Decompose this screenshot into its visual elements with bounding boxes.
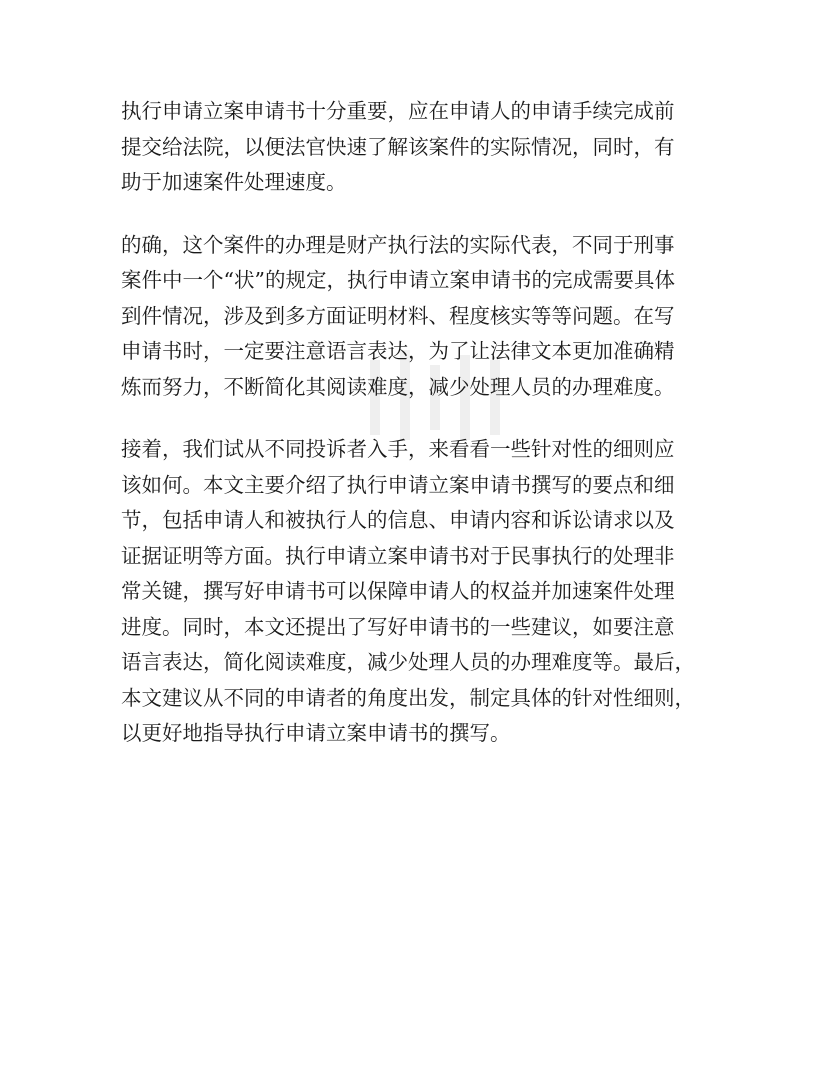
text-line: 到件情况，涉及到多方面证明材料、程度核实等等问题。在写 xyxy=(121,303,675,328)
text-line: 该如何。本文主要介绍了执行申请立案申请书撰写的要点和细 xyxy=(121,472,675,497)
text-line: 提交给法院，以便法官快速了解该案件的实际情况，同时，有 xyxy=(121,134,675,159)
text-line: 炼而努力，不断简化其阅读难度，减少处理人员的办理难度。 xyxy=(121,374,675,399)
text-line: 进度。同时，本文还提出了写好申请书的一些建议，如要注意 xyxy=(121,614,675,639)
document-body xyxy=(121,94,721,779)
text-line: 接着，我们试从不同投诉者入手，来看看一些针对性的细则应 xyxy=(121,437,675,461)
text-line: 本文建议从不同的申请者的角度出发，制定具体的针对性细则， xyxy=(121,685,695,710)
paragraph-3 xyxy=(121,432,721,752)
paragraph-2 xyxy=(121,228,721,406)
text-line: 语言表达，简化阅读难度，减少处理人员的办理难度等。最后， xyxy=(121,650,695,674)
paragraph-1 xyxy=(121,94,721,201)
text-line: 助于加速案件处理速度。 xyxy=(121,170,347,194)
text-line: 常关键，撰写好申请书可以保障申请人的权益并加速案件处理 xyxy=(121,579,675,603)
text-line: 证据证明等方面。执行申请立案申请书对于民事执行的处理非 xyxy=(121,543,675,568)
text-line: 申请书时，一定要注意语言表达，为了让法律文本更加准确精 xyxy=(121,339,675,363)
text-line: 案件中一个“状”的规定，执行申请立案申请书的完成需要具体 xyxy=(121,268,675,292)
text-line: 节，包括申请人和被执行人的信息、申请内容和诉讼请求以及 xyxy=(121,508,675,532)
text-line: 执行申请立案申请书十分重要，应在申请人的申请手续完成前 xyxy=(121,99,675,123)
text-line: 的确，这个案件的办理是财产执行法的实际代表，不同于刑事 xyxy=(121,232,675,257)
text-line: 以更好地指导执行申请立案申请书的撰写。 xyxy=(121,721,511,745)
